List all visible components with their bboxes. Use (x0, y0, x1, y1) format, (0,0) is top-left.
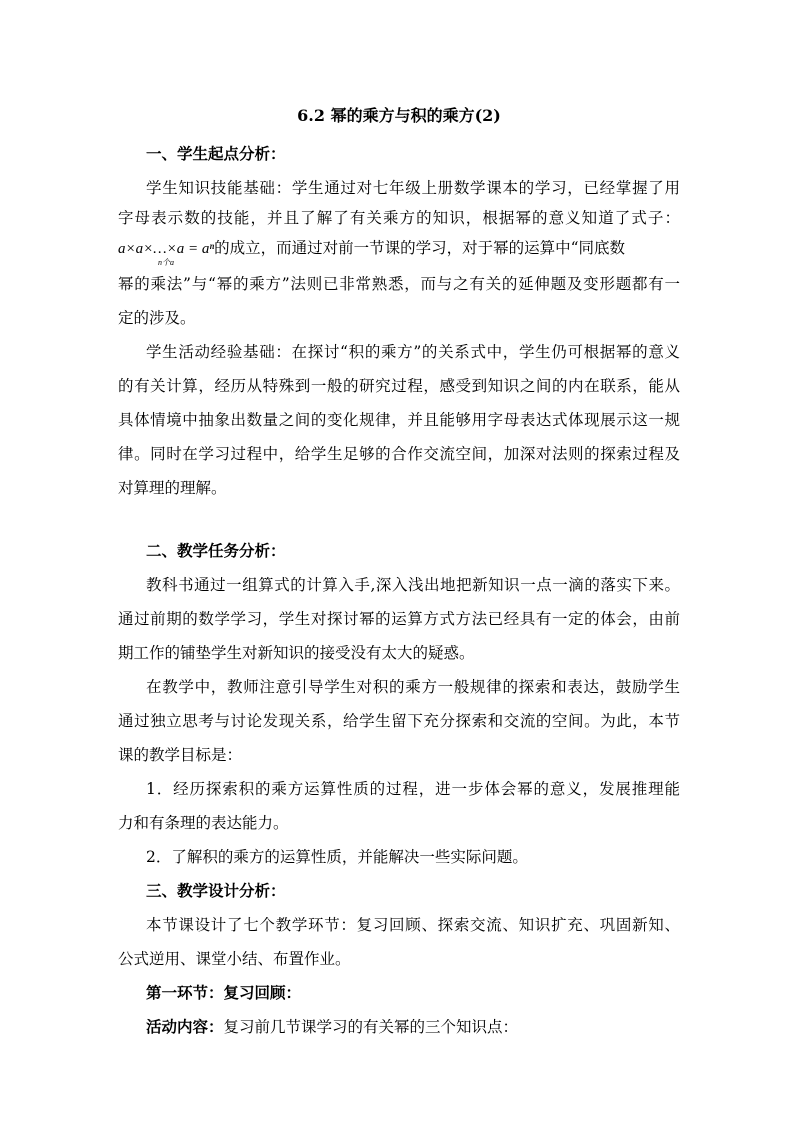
step-1-heading: 第一环节：复习回顾： (146, 983, 302, 1002)
paragraph-line: 期工作的铺垫学生对新知识的接受没有太大的疑惑。 (118, 644, 475, 662)
formula-underbrace-label: n个a (158, 258, 174, 267)
paragraph-line-tail: 的成立，而通过对前一节课的学习，对于幂的运算中“同底数 (214, 239, 625, 257)
paragraph-line: 学生知识技能基础：学生通过对七年级上册数学课本的学习，已经掌握了用 (146, 179, 680, 197)
paragraph-line: 教科书通过一组算式的计算入手,深入浅出地把新知识一点一滴的落实下来。 (146, 576, 680, 594)
formula-line (118, 237, 680, 260)
section-1-heading: 一、学生起点分析： (146, 144, 286, 163)
paragraph-line: 通过前期的数学学习，学生对探讨幂的运算方式方法已经具有一定的体会，由前 (118, 610, 680, 628)
goal-1-line: 力和有条理的表达能力。 (118, 814, 289, 832)
section-2-heading: 二、教学任务分析： (146, 541, 286, 560)
paragraph-line: 课的教学目标是： (118, 746, 243, 764)
paragraph-line: 律。同时在学习过程中，给学生足够的合作交流空间，加深对法则的探索过程及 (118, 445, 680, 463)
section-3-heading: 三、教学设计分析： (146, 881, 286, 900)
paragraph-line: 定的涉及。 (118, 309, 196, 327)
activity-label: 活动内容： (146, 1017, 224, 1036)
paragraph-line: 的有关计算，经历从特殊到一般的研究过程，感受到知识之间的内在联系，能从 (118, 377, 680, 395)
paragraph-line: 在教学中，教师注意引导学生对积的乘方一般规律的探索和表达，鼓励学生 (146, 678, 680, 696)
goal-2-line: 2．了解积的乘方的运算性质，并能解决一些实际问题。 (146, 848, 528, 866)
paragraph-line: 字母表示数的技能，并且了解了有关乘方的知识，根据幂的意义知道了式子： (118, 209, 680, 227)
activity-line (146, 1016, 680, 1038)
paragraph-line: 公式逆用、课堂小结、布置作业。 (118, 950, 351, 968)
paragraph-line: 学生活动经验基础：在探讨“积的乘方”的关系式中，学生仍可根据幂的意义 (146, 343, 680, 361)
activity-text: 复习前几节课学习的有关幂的三个知识点： (223, 1018, 519, 1036)
page-title: 6.2 幂的乘方与积的乘方(2) (297, 106, 501, 125)
paragraph-line: 对算理的理解。 (118, 479, 227, 497)
goal-1-line: 1．经历探索积的乘方运算性质的过程，进一步体会幂的意义，发展推理能 (146, 780, 680, 798)
paragraph-line: 幂的乘法”与“幂的乘方”法则已非常熟悉，而与之有关的延伸题及变形题都有一 (118, 275, 680, 293)
paragraph-line: 本节课设计了七个教学环节：复习回顾、探索交流、知识扩充、巩固新知、 (146, 916, 680, 934)
paragraph-line: 具体情境中抽象出数量之间的变化规律，并且能够用字母表达式体现展示这一规 (118, 411, 680, 429)
paragraph-line: 通过独立思考与讨论发现关系，给学生留下充分探索和交流的空间。为此，本节 (118, 712, 680, 730)
power-formula: a×a×…×a = aⁿ (118, 241, 215, 257)
